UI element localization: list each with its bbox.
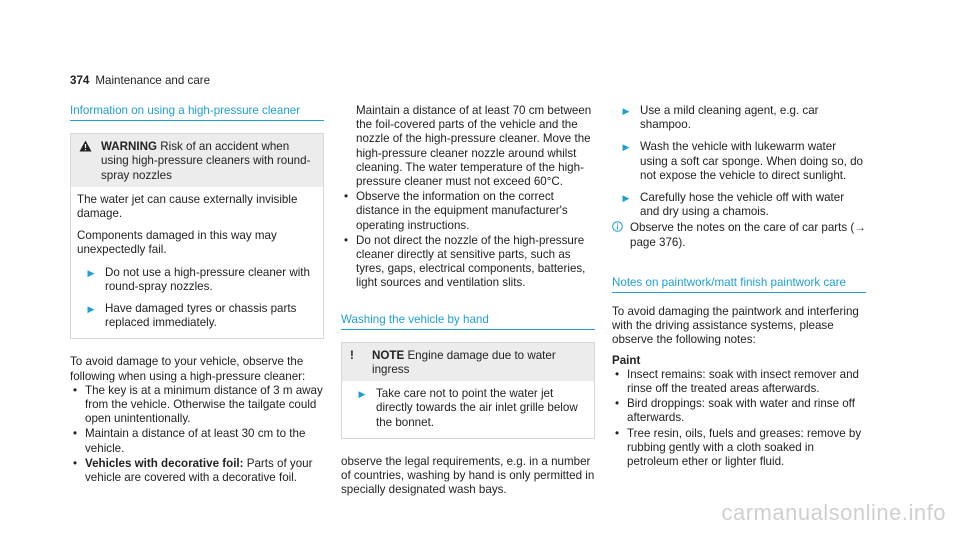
step-item — [612, 104, 866, 132]
list-item: • Insect remains: soak with insect remover and rinse off the treated areas afterwards. — [612, 368, 866, 396]
step-arrow-icon: ▶ — [358, 389, 366, 400]
step-text: Wash the vehicle with lukewarm water using a soft car sponge. When doing so, do not expose the vehicle to direct sunlight. — [640, 140, 863, 182]
list-item: • Do not direct the nozzle of the high-pressure cleaner directly at sensitive parts, such as tyres, gaps, electrical components, batteries, light sources and ventilation slits. — [341, 234, 595, 291]
step-text: Carefully hose the vehicle off with water and dry using a chamois. — [640, 191, 845, 219]
list-item-foil — [70, 457, 324, 485]
continued-paragraph: Maintain a distance of at least 70 cm between the foil-covered parts of the vehicle and the nozzle of the high-pressure cleaner. Move the high-pressure cleaner nozzle around whilst cleaning. The water temperature of the high-pressure cleaner must not exceed 60°C. — [356, 104, 592, 189]
warning-body — [71, 187, 323, 339]
list-item: • Maintain a distance of at least 30 cm to the vehicle. — [70, 427, 324, 455]
warning-triangle-icon — [79, 140, 101, 183]
warning-text — [101, 140, 315, 183]
watermark — [0, 500, 960, 525]
step-arrow-icon: ▶ — [622, 142, 630, 153]
step-arrow-icon: ▶ — [622, 106, 630, 116]
section-title-paintwork: Notes on paintwork/matt finish paintwork care — [612, 276, 866, 293]
warning-label: WARNING — [101, 140, 158, 154]
section-title-high-pressure: Information on using a high-pressure cleaner — [70, 104, 324, 121]
warning-body-1: The water jet can cause externally invisible damage. — [77, 192, 298, 221]
foil-label: Vehicles with decorative foil: — [85, 456, 244, 470]
info-icon — [612, 221, 630, 249]
column-1 — [70, 104, 324, 486]
list-item: • The key is at a minimum distance of 3 m away from the vehicle. Otherwise the tailgate could open unintentionally. — [70, 384, 324, 427]
notice-message: Engine damage due to water ingress — [372, 348, 556, 377]
step-text: Take care not to point the water jet directly towards the air inlet grille below the bonnet. — [376, 387, 578, 429]
bullet-list — [341, 190, 595, 290]
step-item — [612, 140, 866, 183]
notice-label: NOTE — [372, 348, 405, 362]
foil-text: Parts of your vehicle are covered with a decorative foil. — [85, 456, 313, 485]
paint-subheading: Paint — [612, 353, 641, 367]
step-text: Use a mild cleaning agent, e.g. car shampoo. — [640, 104, 819, 132]
paintwork-intro: To avoid damaging the paintwork and interfering with the driving assistance systems, please observe the following notes: — [612, 305, 859, 347]
section-name: Maintenance and care — [95, 74, 211, 87]
column-2 — [341, 104, 595, 497]
list-item: • Bird droppings: soak with water and rinse off afterwards. — [612, 397, 866, 425]
step-text: Do not use a high-pressure cleaner with round-spray nozzles. — [105, 265, 310, 293]
watermark-text: carmanualsonline.info — [721, 500, 946, 525]
washing-paragraph: observe the legal requirements, e.g. in a number of countries, washing by hand is only permitted in specially designated wash bays. — [341, 454, 595, 497]
bullet-list — [612, 368, 866, 469]
intro-paragraph: To avoid damage to your vehicle, observe the following when using a high-pressure cleaner: — [70, 355, 306, 383]
step-item — [77, 266, 317, 294]
page-number: 374 — [70, 74, 90, 87]
notice-header — [342, 343, 594, 381]
warning-message: Risk of an accident when using high-pressure cleaners with round-spray nozzles — [101, 140, 311, 182]
notice-box — [341, 342, 595, 439]
notice-icon: ! — [350, 348, 354, 362]
step-item — [348, 387, 588, 430]
list-item: • Tree resin, oils, fuels and greases: remove by rubbing gently with a cloth soaked in petroleum ether or lighter fluid. — [612, 427, 866, 470]
step-arrow-icon: ▶ — [87, 267, 95, 278]
column-3 — [612, 104, 866, 470]
notice-text — [372, 349, 586, 377]
warning-box — [70, 133, 324, 339]
notice-body — [342, 381, 594, 438]
list-item: • Observe the information on the correct distance in the equipment manufacturer's operating instructions. — [341, 190, 595, 233]
step-item — [612, 191, 866, 219]
step-text: Have damaged tyres or chassis parts replaced immediately. — [105, 302, 297, 330]
info-text: Observe the notes on the care of car parts (→ page 376). — [630, 221, 866, 249]
page-header — [70, 74, 210, 88]
bullet-list — [70, 384, 324, 485]
warning-body-2: Components damaged in this way may unexpectedly fail. — [77, 229, 277, 257]
warning-header — [71, 134, 323, 187]
section-title-washing: Washing the vehicle by hand — [341, 313, 595, 330]
step-item — [77, 302, 317, 330]
step-arrow-icon: ▶ — [87, 304, 95, 315]
info-note — [612, 221, 866, 249]
step-arrow-icon: ▶ — [622, 193, 630, 204]
